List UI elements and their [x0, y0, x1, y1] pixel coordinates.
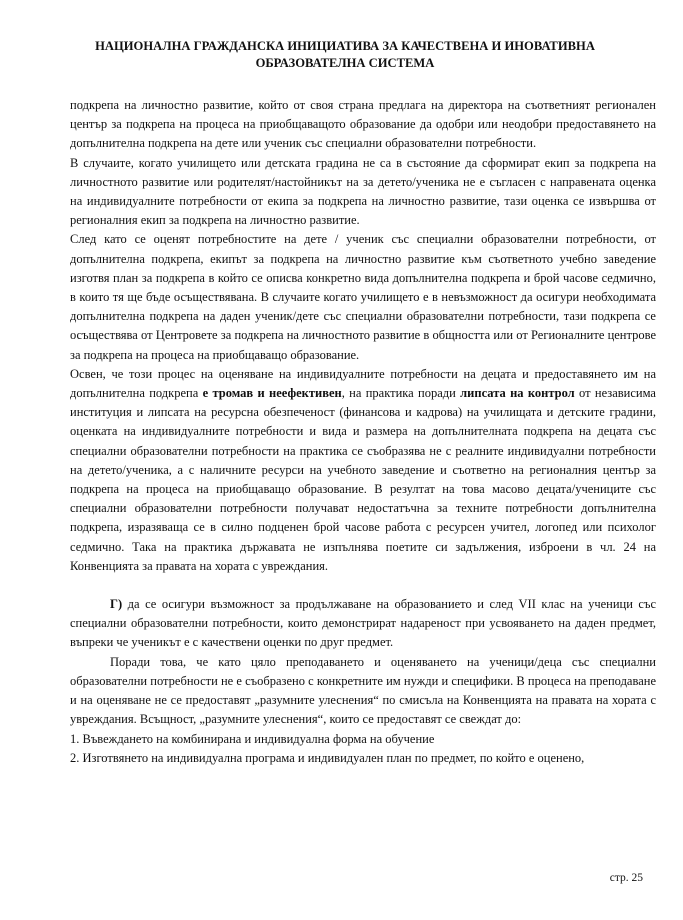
paragraph-4-part-2: , на практика поради	[341, 386, 461, 401]
paragraph-g-text: да се осигури възможност за продължаване на образованието и след VII клас на ученици със специални образователни потребности, които демонстрират надареност при усвояването на даден предмет, въпреки че ученикът е с качествени оценки по друг предмет.	[70, 597, 656, 650]
paragraph-4-bold-1: е тромав и неефективен	[202, 386, 342, 401]
document-header	[40, 38, 650, 72]
page-number: стр. 25	[609, 872, 643, 884]
paragraph-3: След като се оценят потребностите на дете / ученик със специални образователни потребности, от допълнителна подкрепа, екипът за подкрепа на личностно развитие към съответното учебно заведение изготвя план за подкрепа в който се описва конкретно вида допълнителна подкрепа и брой часове седмично, в които тя ще бъде осъществявана. В случаите когато училището е в невъзможност да осигури необходимата допълнителна подкрепа на даден ученик/дете със специални образователни потребности, тази подкрепа се осъществява от Центровете за подкрепа на личностното развитие в общността или от Регионалните центрове за подкрепа на процеса на приобщаващо образование.	[70, 232, 656, 362]
paragraph-1: подкрепа на личностно развитие, който от своя страна предлага на директора на съответният регионален център за подкрепа на процеса на приобщаващото образование да одобри или неодобри предоставянето на допълнителна подкрепа на дете или ученик със специални образователни потребности.	[70, 98, 656, 151]
paragraph-4	[70, 365, 656, 576]
header-line-2: ОБРАЗОВАТЕЛНА СИСТЕМА	[255, 56, 435, 70]
paragraph-4-bold-2: липсата на контрол	[460, 386, 575, 401]
document-body	[70, 96, 656, 768]
paragraph-gap	[70, 576, 656, 595]
paragraph-g	[70, 595, 656, 653]
paragraph-4-part-3: от независима институция и липсата на ресурсна обезпеченост (финансова и кадрова) на училищата и детските градини, оценката на индивидуалните потребности и вида и размера на допълнителната подкрепа на децата със специални образователни потребности на практика се съобразява не с реалните индивидуални потребности на детето/ученика, а с наличните ресурси на учебното заведение и съответно на регионалния център за подкрепа на процеса на приобщаващо образование. В резултат на това масово децата/учениците със специални образователни потребности получават недостатъчна за техните потребности допълнителна подкрепа, изразяваща се в силно подценен брой часове работа с ресурсен учител, логопед или психолог седмично. Така на практика държавата не изпълнява поетите си задължения, изброени в чл. 24 на Конвенцията за правата на хората с увреждания.	[70, 386, 656, 573]
paragraph-4-part-1: Освен, че този процес на оценяване на индивидуалните потребности на децата и предоставянето им на допълнителна подкрепа	[70, 366, 656, 401]
list-item-1: 1. Въвеждането на комбинирана и индивидуална форма на обучение	[70, 731, 435, 746]
paragraph-6: Поради това, че като цяло преподаването и оценяването на ученици/деца със специални образователни потребности не е съобразено с конкретните им нужди и специфики. В процеса на преподаване и на оценяване не се предоставят „разумните улеснения“ по смисъла на Конвенцията на правата на хората с увреждания. Всъщност, „разумните улеснения“, които се предоставят се свеждат до:	[70, 654, 656, 727]
paragraph-g-label: Г)	[110, 597, 123, 612]
header-line-1: НАЦИОНАЛНА ГРАЖДАНСКА ИНИЦИАТИВА ЗА КАЧЕСТВЕНА И ИНОВАТИВНА	[95, 39, 595, 53]
list-item-2: 2. Изготвянето на индивидуална програма и индивидуален план по предмет, по който е оценено,	[70, 750, 585, 765]
paragraph-2: В случаите, когато училището или детската градина не са в състояние да сформират екип за подкрепа на личностното развитие или родителят/настойникът на за детето/ученика не е съгласен с направената оценка на индивидуалните потребности от екипа за подкрепа на личностно развитие, тази оценка се извършва от регионалния екип за подкрепа на личностно развитие.	[70, 155, 656, 228]
